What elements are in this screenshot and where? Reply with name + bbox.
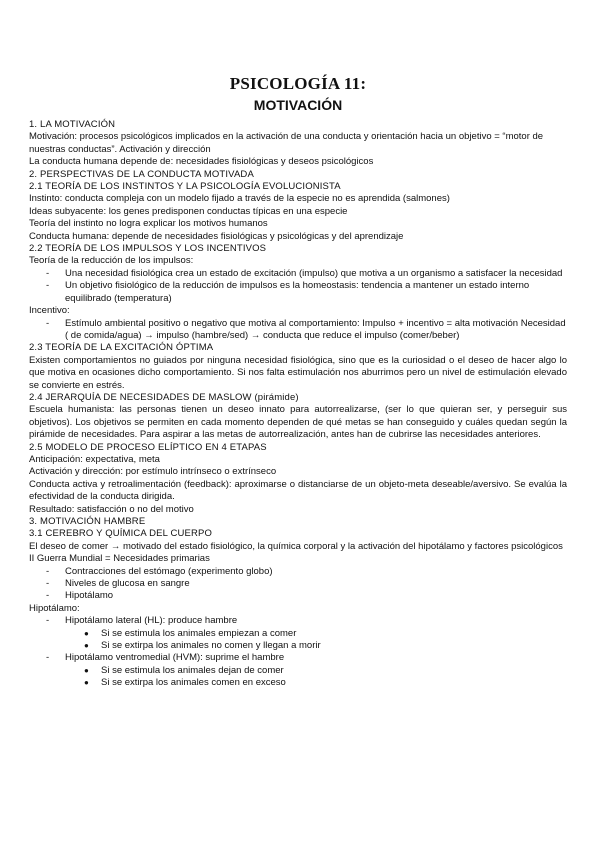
hipotalamo-label: Hipotálamo: <box>29 602 80 614</box>
list-item <box>29 590 567 602</box>
motivacion-definition: Motivación: procesos psicológicos implicados en la activación de una conducta y orientación hacia un objetivo = “motor de nuestras conductas”. Activación y dirección <box>29 131 544 155</box>
list-item-text: Niveles de glucosa en sangre <box>65 578 190 590</box>
dash-marker: - <box>46 578 50 590</box>
list-item-text: Hipotálamo lateral (HL): produce hambre <box>65 615 238 627</box>
dash-marker: - <box>46 615 50 627</box>
list-item-text: Un objetivo fisiológico de la reducción de impulsos es la homeostasis: tendencia a mantener un estado interno equilibrado (temperatura) <box>65 280 530 304</box>
bullet-marker: ● <box>84 665 89 675</box>
section-2-2-heading: 2.2 TEORÍA DE LOS IMPULSOS Y LOS INCENTIVOS <box>29 243 267 255</box>
section-2-heading: 2. PERSPECTIVAS DE LA CONDUCTA MOTIVADA <box>29 168 254 180</box>
bullet-marker: ● <box>84 641 89 651</box>
paragraph-line: Instinto: conducta compleja con un modelo fijado a través de la especie no es aprendida (salmones) <box>29 193 450 205</box>
list-item <box>29 280 567 305</box>
document-subtitle: MOTIVACIÓN <box>253 97 343 113</box>
list-item-text: Contracciones del estómago (experimento globo) <box>65 565 273 577</box>
list-item <box>29 615 567 627</box>
bullet-marker: ● <box>84 678 89 688</box>
paragraph-line: Teoría del instinto no logra explicar los motivos humanos <box>29 218 268 230</box>
guerra-mundial-text: II Guerra Mundial = Necesidades primarias <box>29 553 210 565</box>
bullet-marker: ● <box>84 628 89 638</box>
section-1-heading: 1. LA MOTIVACIÓN <box>29 119 116 130</box>
document-content <box>29 74 567 690</box>
dash-marker: - <box>46 267 50 279</box>
list-item <box>29 652 567 664</box>
dash-marker: - <box>46 590 50 602</box>
bullet-item <box>29 628 567 640</box>
section-2-3-heading: 2.3 TEORÍA DE LA EXCITACIÓN ÓPTIMA <box>29 342 214 354</box>
hvm-bullets <box>29 665 567 690</box>
conducta-humana-text: La conducta humana depende de: necesidades fisiológicas y deseos psicológicos <box>29 156 374 168</box>
bullet-text: Si se extirpa los animales comen en exceso <box>101 677 286 689</box>
incentivo-list <box>29 318 567 343</box>
dash-marker: - <box>46 280 50 292</box>
list-item <box>29 268 567 280</box>
paragraph-line: Conducta activa y retroalimentación (feedback): aproximarse o distanciarse de un objeto-meta deseable/aversivo. Se evalúa la efectividad de la conducta dirigida. <box>29 478 567 503</box>
list-item-text: Una necesidad fisiológica crea un estado de excitación (impulso) que motiva a un organismo a satisfacer la necesidad <box>65 267 563 279</box>
paragraph-line: Anticipación: expectativa, meta <box>29 453 160 465</box>
list-item <box>29 578 567 590</box>
list-item <box>29 318 567 343</box>
bullet-text: Si se extirpa los animales no comen y llegan a morir <box>101 640 321 652</box>
impulsos-list <box>29 268 567 305</box>
bullet-item <box>29 640 567 652</box>
excitacion-paragraph: Existen comportamientos no guiados por ninguna necesidad fisiológica, sino que es la curiosidad o el deseo de hacer algo lo que motiva en ocasiones dicho comportamiento. Si nos falta estimulación nos aburrimos pero un nivel de estimulación elevado se convierte en estrés. <box>29 354 567 391</box>
document-title: PSICOLOGÍA 11: <box>229 74 367 93</box>
paragraph-line: Conducta humana: depende de necesidades fisiológicas y psicológicas y del aprendizaje <box>29 230 404 242</box>
hipotalamo-list <box>29 615 567 627</box>
maslow-paragraph: Escuela humanista: las personas tienen un deseo innato para autorrealizarse, (ser lo que quieran ser, y perseguir sus objetivos). Los objetivos se permiten en cada momento dependen de qué metas se han conseguido y cuáles quedan según la pirámide de necesidades. Para aspirar a las metas de autorrealización, antes han de cubrirse las necesidades anteriores. <box>29 404 567 441</box>
impulsos-intro: Teoría de la reducción de los impulsos: <box>29 255 194 267</box>
section-3-heading: 3. MOTIVACIÓN HAMBRE <box>29 516 146 527</box>
section-2-1-heading: 2.1 TEORÍA DE LOS INSTINTOS Y LA PSICOLOGÍA EVOLUCIONISTA <box>29 181 341 193</box>
paragraph-line: Activación y dirección: por estímulo intrínseco o extrínseco <box>29 466 277 478</box>
deseo-comer-text: El deseo de comer → motivado del estado fisiológico, la química corporal y la activación del hipotálamo y factores psicológicos <box>29 540 563 552</box>
list-item <box>29 566 567 578</box>
hl-bullets <box>29 628 567 653</box>
dash-marker: - <box>46 565 50 577</box>
necesidades-list <box>29 566 567 603</box>
paragraph-line: Resultado: satisfacción o no del motivo <box>29 503 194 515</box>
section-2-4-heading: 2.4 JERARQUÍA DE NECESIDADES DE MASLOW (pirámide) <box>29 391 299 403</box>
bullet-item <box>29 665 567 677</box>
bullet-item <box>29 677 567 689</box>
incentivo-label: Incentivo: <box>29 305 70 317</box>
list-item-text: Hipotálamo <box>65 590 114 602</box>
list-item-text: Hipotálamo ventromedial (HVM): suprime el hambre <box>65 652 285 664</box>
bullet-text: Si se estimula los animales dejan de comer <box>101 664 284 676</box>
dash-marker: - <box>46 652 50 664</box>
bullet-text: Si se estimula los animales empiezan a comer <box>101 627 297 639</box>
section-2-5-heading: 2.5 MODELO DE PROCESO ELÍPTICO EN 4 ETAPAS <box>29 441 267 453</box>
hipotalamo-list-2 <box>29 652 567 664</box>
dash-marker: - <box>46 317 50 329</box>
list-item-text: Estímulo ambiental positivo o negativo que motiva al comportamiento: Impulso + incentivo = alta motivación Necesidad ( de comida/agua) → impulso (hambre/sed) → conducta que reduce el impulso (comer/beber) <box>65 317 566 341</box>
section-3-1-heading: 3.1 CEREBRO Y QUÍMICA DEL CUERPO <box>29 528 213 540</box>
paragraph-line: Ideas subyacente: los genes predisponen conductas típicas en una especie <box>29 205 348 217</box>
